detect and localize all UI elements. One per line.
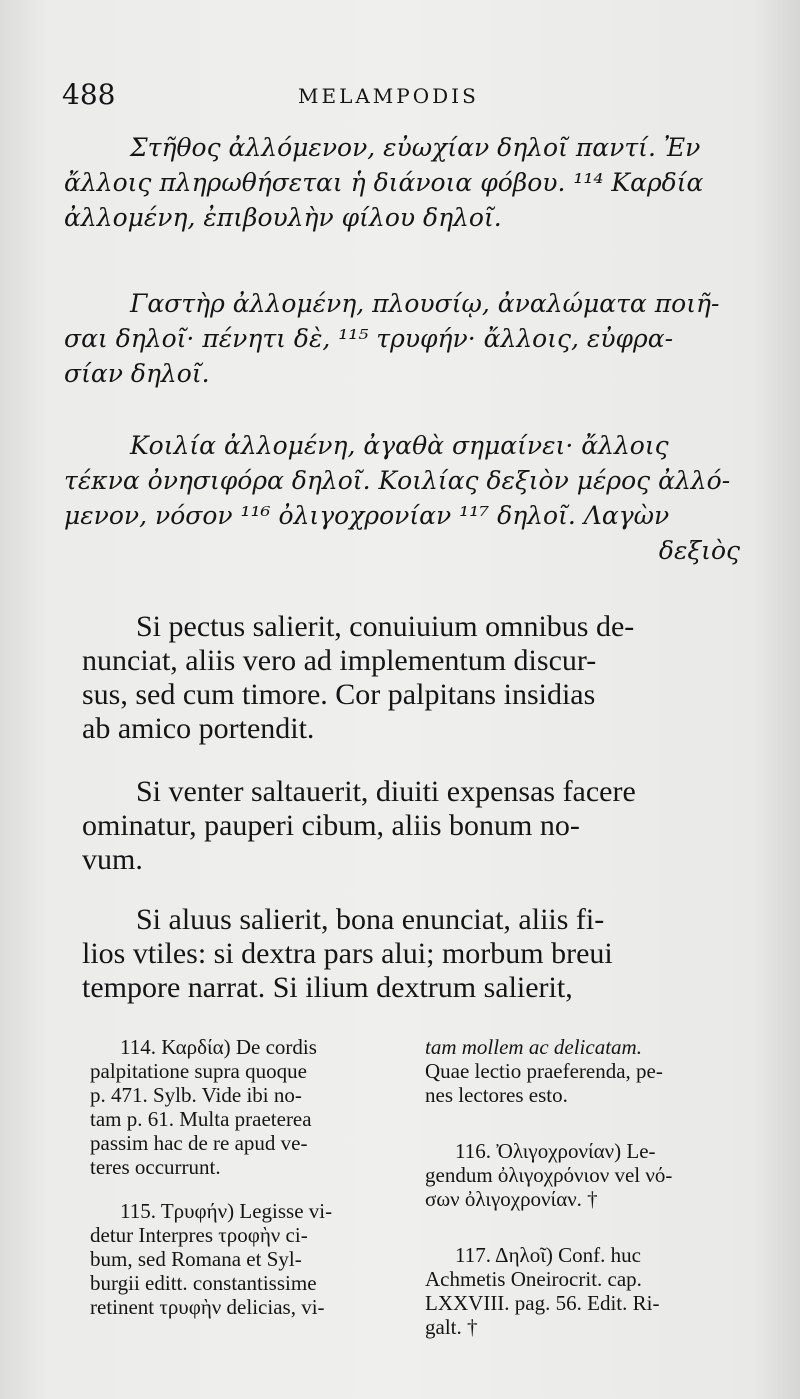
page-header	[60, 78, 740, 118]
latin-paragraph-abdomen	[82, 903, 738, 1005]
footnote-line: galt. †	[425, 1315, 478, 1339]
footnote-line: passim hac de re apud ve-	[90, 1131, 308, 1155]
greek-line: ἀλλομένη, ἐπιβουλὴν φίλου δηλοῖ.	[64, 203, 502, 232]
latin-line: Si pectus salierit, conuiuium omnibus de-	[136, 610, 635, 643]
greek-paragraph-chest	[64, 130, 740, 235]
latin-paragraph-chest	[82, 610, 738, 746]
footnotes-right-column	[425, 1035, 745, 1339]
latin-line: Si aluus salierit, bona enunciat, aliis fi-	[136, 903, 605, 936]
greek-line: τέκνα ὀνησιφόρα δηλοῖ. Κοιλίας δεξιὸν μέρος ἀλλό-	[64, 466, 731, 495]
footnote-line: Quae lectio praeferenda, pe-	[425, 1059, 663, 1083]
footnote-line: nes lectores esto.	[425, 1083, 568, 1107]
greek-line: ἄλλοις πληρωθήσεται ἡ διάνοια φόβου. ¹¹⁴ Καρδία	[64, 168, 704, 197]
footnote-line: Achmetis Oneirocrit. cap.	[425, 1267, 642, 1291]
footnote-line: 116. Ὀλιγοχρονίαν) Le-	[455, 1139, 656, 1163]
footnote-line: retinent τρυφὴν delicias, vi-	[90, 1295, 325, 1319]
footnote-line: 114. Καρδία) De cordis	[120, 1035, 317, 1059]
latin-line: ominatur, pauperi cibum, aliis bonum no-	[82, 809, 580, 842]
footnotes-left-column	[90, 1035, 406, 1319]
latin-paragraph-belly	[82, 775, 738, 877]
latin-line: sus, sed cum timore. Cor palpitans insidias	[82, 678, 596, 711]
footnote-line: σων ὀλιγοχρονίαν. †	[425, 1187, 598, 1211]
greek-line: σαι δηλοῖ· πένητι δὲ, ¹¹⁵ τρυφήν· ἄλλοις, εὐφρα-	[64, 324, 674, 353]
latin-line: Si venter saltauerit, diuiti expensas facere	[136, 775, 636, 808]
footnote-line: gendum ὀλιγοχρόνιον vel νό-	[425, 1163, 673, 1187]
latin-line: ab amico portendit.	[82, 712, 315, 745]
greek-line: Κοιλία ἀλλομένη, ἀγαθὰ σημαίνει· ἄλλοις	[130, 431, 669, 460]
footnote-line: burgii editt. constantissime	[90, 1271, 317, 1295]
greek-line: μενον, νόσον ¹¹⁶ ὀλιγοχρονίαν ¹¹⁷ δηλοῖ. Λαγὼν	[64, 501, 670, 530]
latin-line: nunciat, aliis vero ad implementum discur-	[82, 644, 597, 677]
running-head: MELAMPODIS	[298, 84, 479, 108]
greek-line: σίαν δηλοῖ.	[64, 359, 210, 388]
footnote-line: teres occurrunt.	[90, 1155, 221, 1179]
footnote-line: tam p. 61. Multa praeterea	[90, 1107, 312, 1131]
footnote-line: LXXVIII. pag. 56. Edit. Ri-	[425, 1291, 660, 1315]
latin-line: vum.	[82, 843, 143, 876]
greek-paragraph-belly	[64, 286, 740, 391]
footnote-line: p. 471. Sylb. Vide ibi no-	[90, 1083, 302, 1107]
latin-line: tempore narrat. Si ilium dextrum salierit,	[82, 971, 573, 1004]
latin-line: lios vtiles: si dextra pars alui; morbum breui	[82, 937, 613, 970]
catchword: δεξιὸς	[658, 536, 740, 565]
greek-line: Στῆθος ἀλλόμενον, εὐωχίαν δηλοῖ παντί. Ἐν	[130, 133, 701, 162]
footnote-line: bum, sed Romana et Syl-	[90, 1247, 302, 1271]
footnote-line: detur Interpres τροφὴν ci-	[90, 1223, 308, 1247]
footnote-line: 117. Δηλοῖ) Conf. huc	[455, 1243, 641, 1267]
greek-paragraph-abdomen	[64, 428, 740, 568]
greek-line: Γαστὴρ ἀλλομένη, πλουσίῳ, ἀναλώματα ποιῆ-	[130, 289, 720, 318]
page-number: 488	[62, 78, 116, 111]
footnote-line: tam mollem ac delicatam.	[425, 1035, 642, 1059]
footnote-line: palpitatione supra quoque	[90, 1059, 307, 1083]
footnote-line: 115. Τρυφήν) Legisse vi-	[120, 1199, 333, 1223]
